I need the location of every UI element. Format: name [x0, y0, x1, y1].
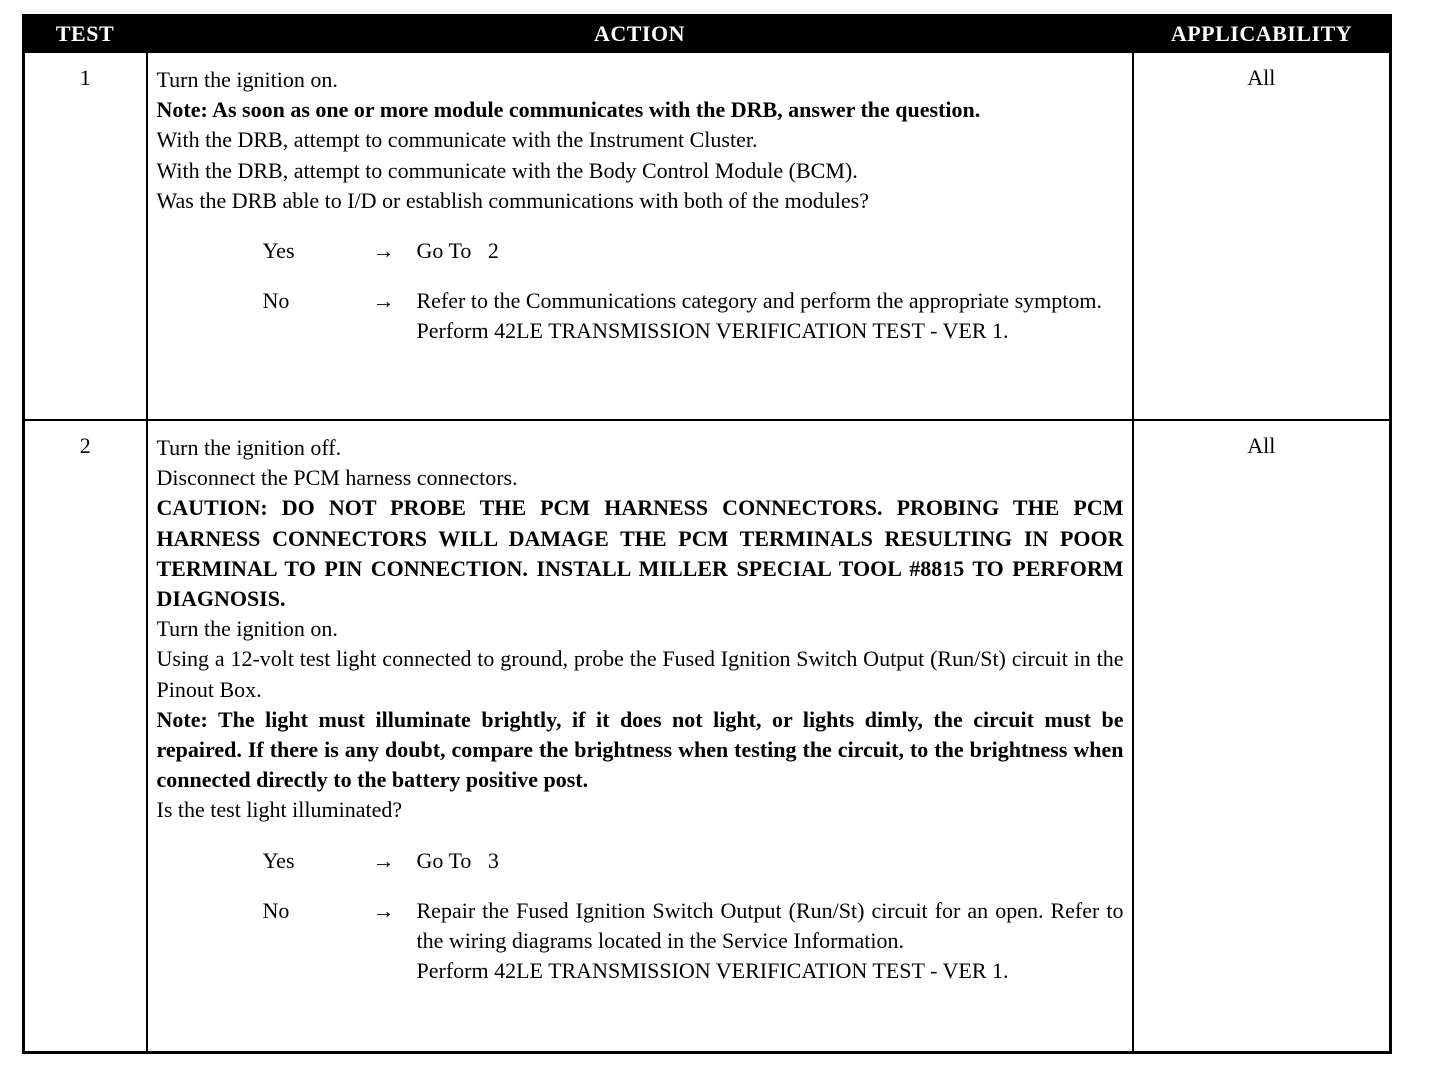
question-text: Is the test light illuminated? [156, 797, 403, 823]
action-step: Disconnect the PCM harness connectors. [156, 465, 518, 491]
no-label: No [262, 897, 290, 923]
action-cell [147, 52, 1133, 420]
no-branch [263, 286, 1124, 346]
right-arrow-icon: → [372, 847, 395, 873]
action-step: Turn the ignition on. [156, 616, 338, 642]
no-result-verification: Perform 42LE TRANSMISSION VERIFICATION TEST - VER 1. [416, 958, 1009, 984]
action-step: With the DRB, attempt to communicate with the Body Control Module (BCM). [156, 157, 858, 183]
no-branch [263, 896, 1124, 987]
yes-result: Go To 2 [416, 238, 499, 264]
question-text: Was the DRB able to I/D or establish communications with both of the modules? [156, 187, 869, 213]
yes-branch [263, 236, 1124, 266]
table-header [24, 16, 1391, 53]
yes-branch [263, 846, 1124, 876]
yes-label: Yes [262, 238, 295, 264]
test-number: 1 [24, 52, 147, 420]
yes-label: Yes [262, 847, 295, 873]
action-cell [147, 420, 1133, 1053]
no-result: Repair the Fused Ignition Switch Output (Run/St) circuit for an open. Refer to the wiring diagrams located in the Service Information. [416, 897, 1124, 954]
action-step: Turn the ignition off. [156, 435, 342, 460]
no-label: No [262, 288, 290, 314]
action-step: With the DRB, attempt to communicate with the Instrument Cluster. [156, 127, 758, 153]
applicability-value: All [1133, 52, 1391, 420]
no-result: Refer to the Communications category and perform the appropriate symptom. [416, 288, 1102, 314]
note-text: Note: The light must illuminate brightly, if it does not light, or lights dimly, the circuit must be repaired. If there is any doubt, compare the brightness when testing the circuit, to the brightness when connected directly to the battery positive post. [156, 706, 1124, 793]
table-row [24, 52, 1391, 420]
header-action: ACTION [147, 16, 1133, 53]
yes-result: Go To 3 [416, 847, 499, 873]
table-row [24, 420, 1391, 1053]
diagnostic-test-table [22, 14, 1392, 1054]
action-step: Using a 12-volt test light connected to ground, probe the Fused Ignition Switch Output (Run/St) circuit in the Pinout Box. [156, 646, 1124, 702]
right-arrow-icon: → [372, 288, 395, 314]
no-result-verification: Perform 42LE TRANSMISSION VERIFICATION TEST - VER 1. [416, 318, 1009, 344]
caution-text: CAUTION: DO NOT PROBE THE PCM HARNESS CONNECTORS. PROBING THE PCM HARNESS CONNECTORS WILL DAMAGE THE PCM TERMINALS RESULTING IN POOR TERMINAL TO PIN CONNECTION. INSTALL MILLER SPECIAL TOOL #8815 TO PERFORM DIAGNOSIS. [156, 495, 1124, 612]
action-step: Turn the ignition on. [156, 67, 338, 92]
header-applicability: APPLICABILITY [1133, 16, 1391, 53]
note-text: Note: As soon as one or more module communicates with the DRB, answer the question. [156, 97, 981, 123]
applicability-value: All [1133, 420, 1391, 1053]
right-arrow-icon: → [372, 238, 395, 264]
test-number: 2 [24, 420, 147, 1053]
header-test: TEST [24, 16, 147, 53]
right-arrow-icon: → [372, 897, 395, 923]
